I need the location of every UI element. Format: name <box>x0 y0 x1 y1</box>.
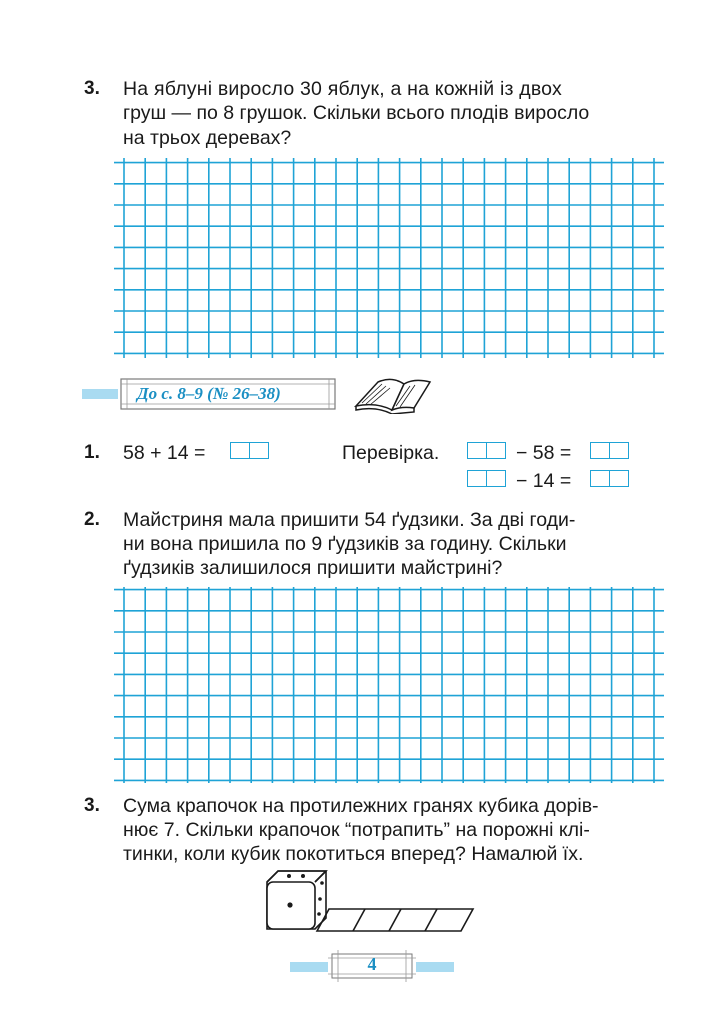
answer-box[interactable] <box>486 442 506 459</box>
section-label: До с. 8–9 (№ 26–38) <box>137 384 281 403</box>
answer-box[interactable] <box>590 470 610 487</box>
check-operation: − 58 = <box>516 442 572 464</box>
check-operation: − 14 = <box>516 470 572 492</box>
answer-boxes[interactable] <box>590 470 629 487</box>
empty-cells-strip[interactable] <box>313 908 479 932</box>
answer-grid[interactable] <box>114 587 664 783</box>
open-book-icon <box>352 370 434 414</box>
answer-box[interactable] <box>467 442 487 459</box>
answer-boxes[interactable] <box>467 442 506 459</box>
answer-box[interactable] <box>609 470 629 487</box>
task-text-line: груш — по 8 грушок. Скільки всього плодів виросло <box>123 102 590 124</box>
answer-boxes[interactable] <box>467 470 506 487</box>
task-text-line: Сума крапочок на протилежних гранях кубика дорів- <box>123 795 599 817</box>
answer-boxes[interactable] <box>230 442 269 459</box>
task-number: 2. <box>84 509 100 530</box>
page-bar-left <box>290 962 328 972</box>
task-number: 3. <box>84 78 100 99</box>
answer-box[interactable] <box>590 442 610 459</box>
task-number: 1. <box>84 442 100 463</box>
task-number: 3. <box>84 795 100 816</box>
task-text-line: Майстриня мала пришити 54 ґудзики. За дві годи- <box>123 509 576 531</box>
answer-box[interactable] <box>230 442 250 459</box>
answer-box[interactable] <box>486 470 506 487</box>
empty-cell-divider <box>425 909 437 931</box>
section-bar-left <box>82 389 118 399</box>
page-number: 4 <box>367 954 377 974</box>
page-bar-right <box>416 962 454 972</box>
answer-box[interactable] <box>609 442 629 459</box>
task-text-line: На яблуні виросло 30 яблук, а на кожній із двох <box>123 78 562 100</box>
answer-grid[interactable] <box>114 158 664 358</box>
task-text-line: тинки, коли кубик покотиться вперед? Намалюй їх. <box>123 843 584 865</box>
task-expression: 58 + 14 = <box>123 442 206 464</box>
empty-cell-divider <box>389 909 401 931</box>
task-text-line: нює 7. Скільки крапочок “потрапить” на порожні клі- <box>123 819 590 841</box>
task-text-line: на трьох деревах? <box>123 127 292 149</box>
task-text-line: ни вона пришила по 9 ґудзиків за годину. Скільки <box>123 533 567 555</box>
task-text-line: ґудзиків залишилося пришити майстрині? <box>123 557 503 579</box>
answer-box[interactable] <box>249 442 269 459</box>
empty-cell-divider <box>353 909 365 931</box>
answer-box[interactable] <box>467 470 487 487</box>
check-label: Перевірка. <box>342 442 440 464</box>
answer-boxes[interactable] <box>590 442 629 459</box>
